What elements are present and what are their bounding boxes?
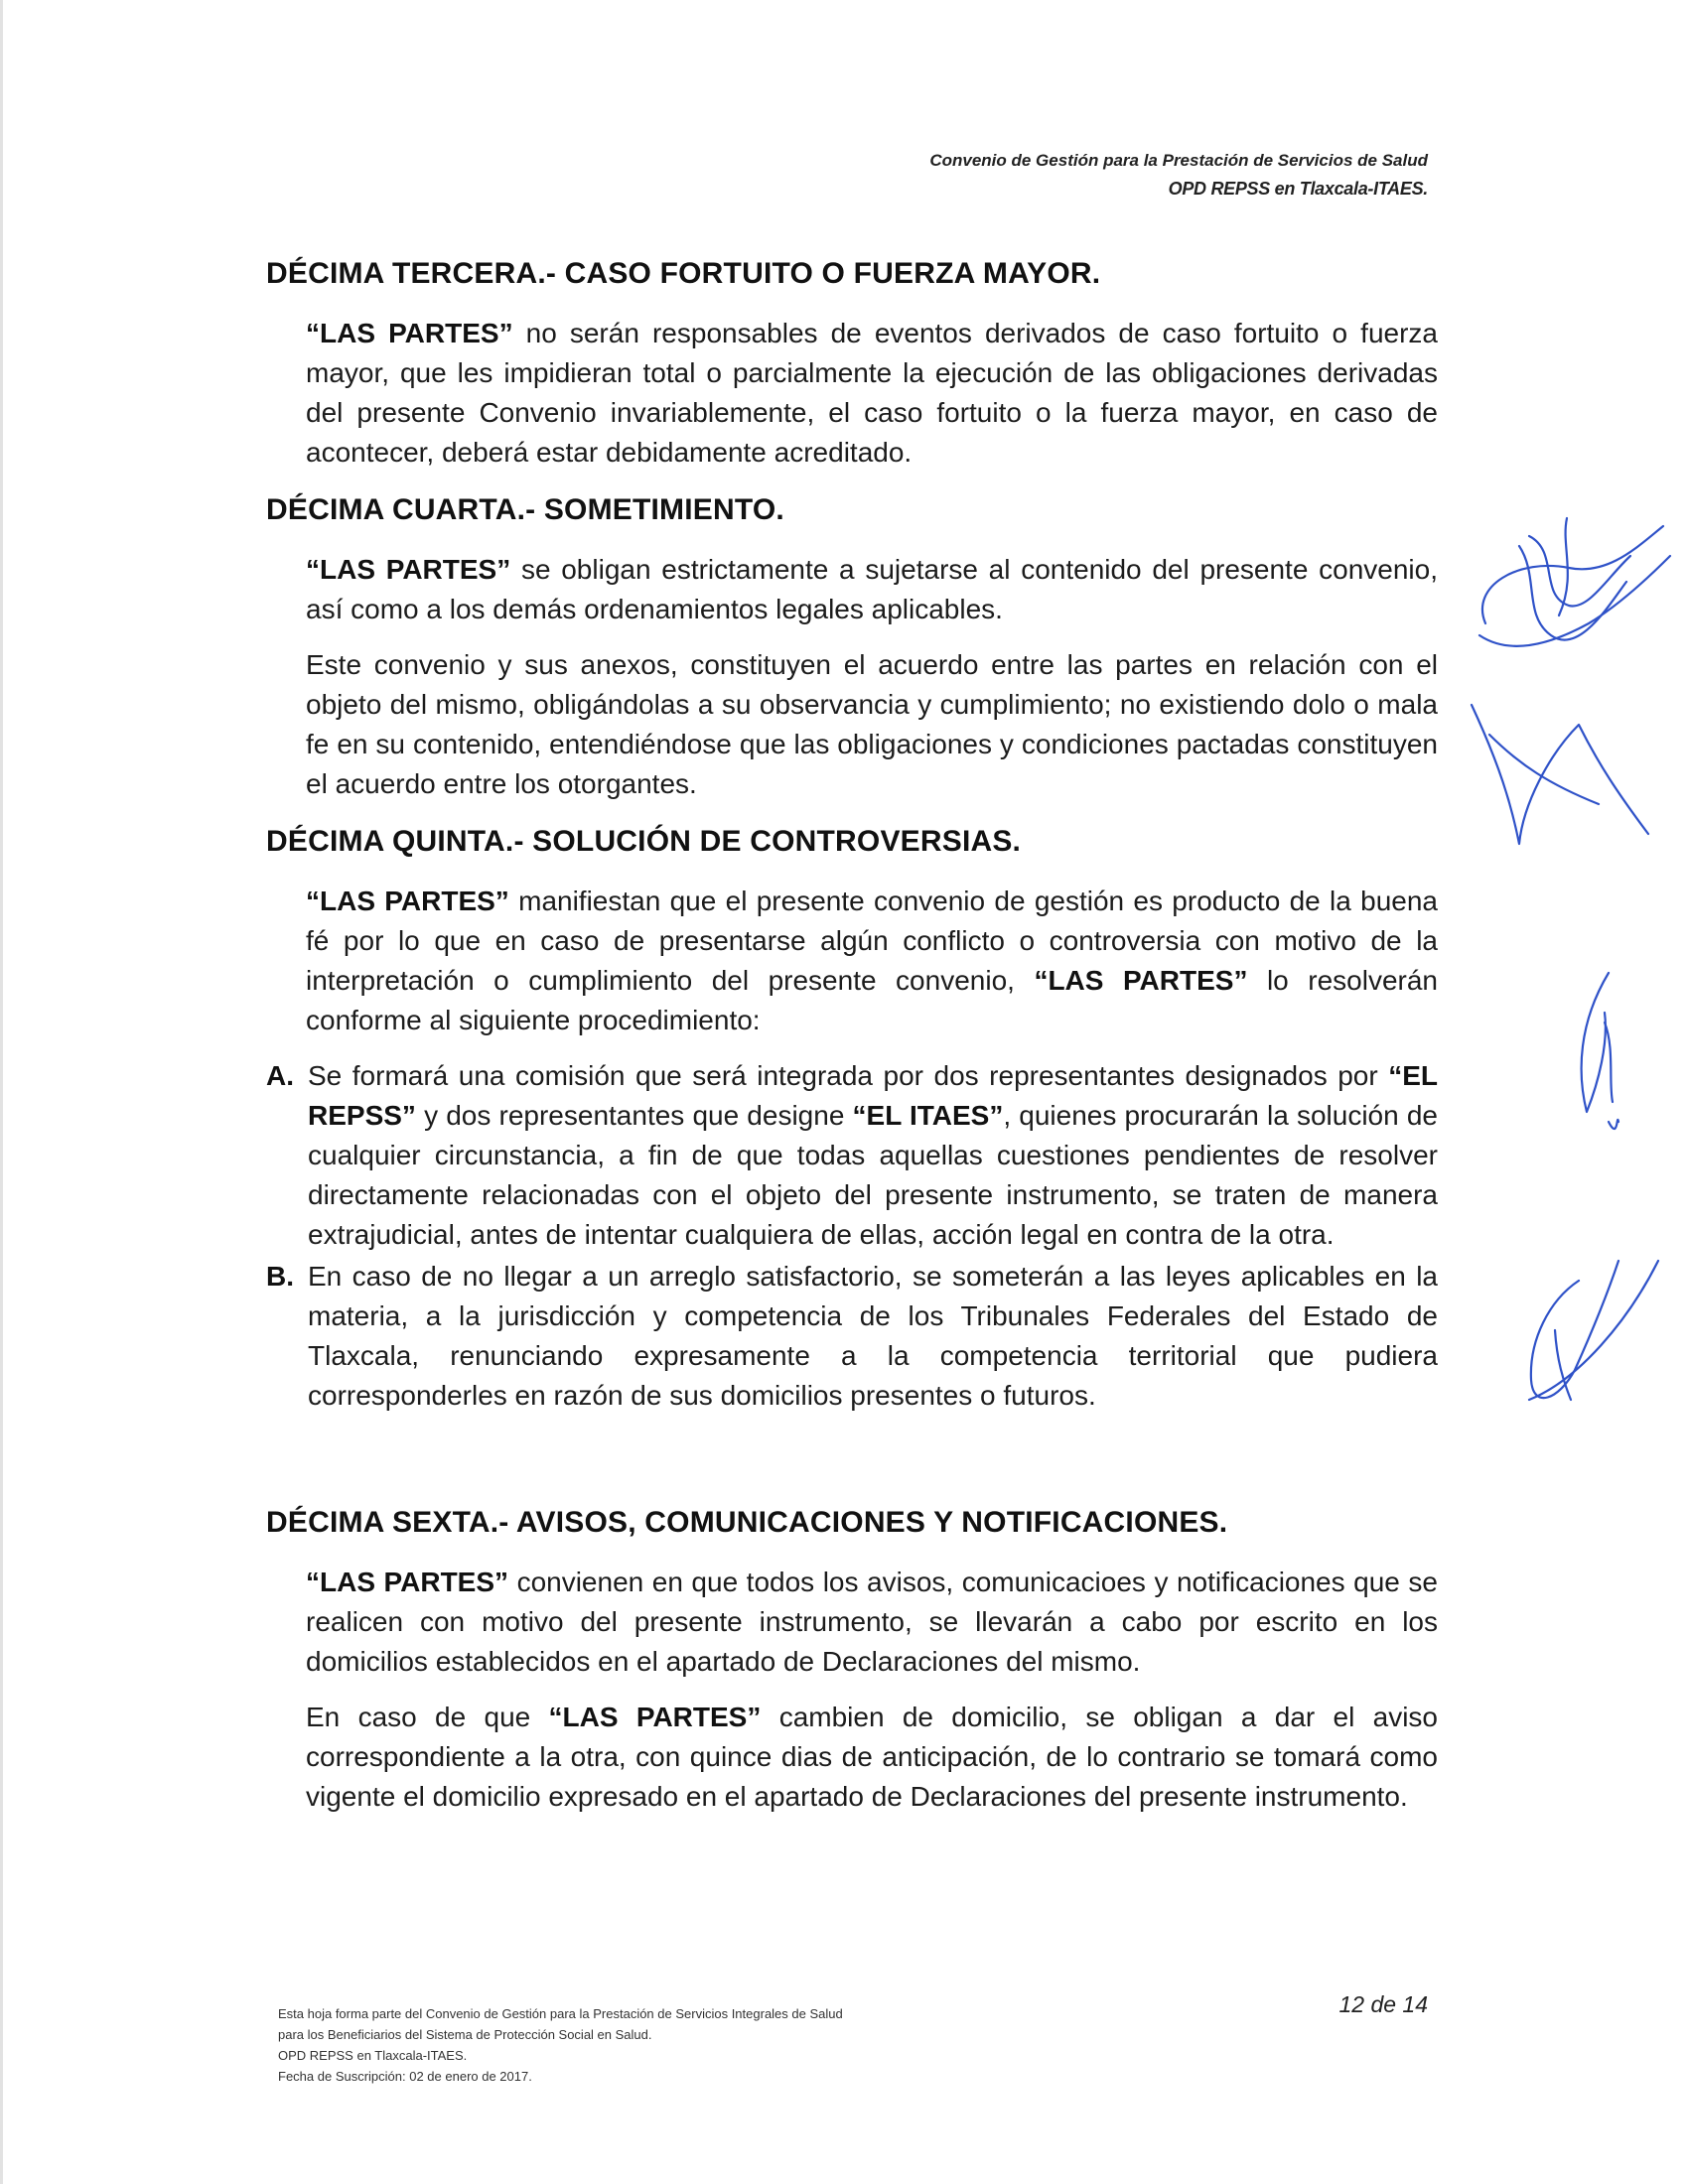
list-marker: B. xyxy=(266,1261,294,1292)
item-text: y dos representantes que designe xyxy=(415,1100,853,1131)
party-name: “LAS PARTES” xyxy=(306,886,509,916)
document-header xyxy=(929,151,1428,200)
party-name: “LAS PARTES” xyxy=(306,318,513,348)
paragraph-text: En caso de que xyxy=(306,1702,549,1732)
clause-16-title: DÉCIMA SEXTA.- AVISOS, COMUNICACIONES Y NOTIFICACIONES. xyxy=(266,1506,1228,1539)
party-name: “EL ITAES” xyxy=(852,1100,1004,1131)
party-name: “LAS PARTES” xyxy=(1034,965,1248,996)
party-name: “LAS PARTES” xyxy=(306,1567,509,1597)
clause-13 xyxy=(266,256,1438,473)
document-body xyxy=(266,256,1438,1837)
item-text: , quienes procurarán la solución de cualquier circunstancia, a fin de que todas aquellas cuestiones pendientes de resolver directamente relacionadas con el objeto del presente instrumento, se traten de manera extrajudicial, antes de intentar cualquiera de ellas, acción legal en contra de la otra. xyxy=(308,1100,1438,1250)
clause-13-title: DÉCIMA TERCERA.- CASO FORTUITO O FUERZA MAYOR. xyxy=(266,257,1101,290)
clause-16-paragraph-2 xyxy=(306,1698,1438,1817)
list-item-text: En caso de no llegar a un arreglo satisfactorio, se someterán a las leyes aplicables en la materia, a la jurisdicción y competencia de los Tribunales Federales del Estado de Tlaxcala, renunciando expresamente a la competencia territorial que pudiera corresponderles en razón de sus domicilios presentes o futuros. xyxy=(308,1261,1438,1411)
paragraph-text: convienen en que todos los avisos, comunicacioes y notificaciones que se realicen con motivo del presente instrumento, se llevarán a cabo por escrito en los domicilios establecidos en el apartado de Declaraciones del mismo. xyxy=(306,1567,1438,1677)
list-item-b xyxy=(266,1257,1438,1416)
procedure-list xyxy=(266,1056,1438,1416)
header-title: Convenio de Gestión para la Prestación de Servicios de Salud xyxy=(929,151,1428,170)
paragraph-text: se obligan estrictamente a sujetarse al contenido del presente convenio, así como a los demás ordenamientos legales aplicables. xyxy=(306,554,1438,624)
clause-15-title: DÉCIMA QUINTA.- SOLUCIÓN DE CONTROVERSIAS. xyxy=(266,825,1022,858)
clause-14-paragraph-2: Este convenio y sus anexos, constituyen el acuerdo entre las partes en relación con el objeto del mismo, obligándolas a su observancia y cumplimiento; no existiendo dolo o mala fe en su contenido, entendiéndose que las obligaciones y condiciones pactadas constituyen el acuerdo entre los otorgantes. xyxy=(306,649,1438,799)
item-text: Se formará una comisión que será integrada por dos representantes designados por xyxy=(308,1060,1389,1091)
paragraph-text: cambien de domicilio, se obligan a dar el aviso correspondiente a la otra, con quince dias de anticipación, de lo contrario se tomará como vigente el domicilio expresado en el apartado de Declaraciones del presente instrumento. xyxy=(306,1702,1439,1812)
party-name: “LAS PARTES” xyxy=(306,554,511,585)
header-subtitle: OPD REPSS en Tlaxcala-ITAES. xyxy=(1168,179,1428,199)
paragraph-text: lo resolverán conforme al siguiente procedimiento: xyxy=(306,965,1438,1035)
footer-line: Fecha de Suscripción: 02 de enero de 2017. xyxy=(278,2069,532,2084)
list-marker: A. xyxy=(266,1060,294,1091)
document-footer xyxy=(278,2003,843,2087)
party-name: “EL REPSS” xyxy=(308,1060,1438,1131)
spacer xyxy=(266,1435,1438,1505)
clause-13-paragraph xyxy=(306,314,1438,473)
page-edge xyxy=(0,0,3,2184)
paragraph-text: manifiestan que el presente convenio de gestión es producto de la buena fé por lo que en caso de presentarse algún conflicto o controversia con motivo de la interpretación o cumplimiento del presente convenio, xyxy=(306,886,1438,996)
clause-16-paragraph-1 xyxy=(306,1563,1438,1682)
clause-14-title: DÉCIMA CUARTA.- SOMETIMIENTO. xyxy=(266,493,784,526)
footer-line: OPD REPSS en Tlaxcala-ITAES. xyxy=(278,2048,468,2063)
footer-line: Esta hoja forma parte del Convenio de Gestión para la Prestación de Servicios Integrales de Salud xyxy=(278,2006,843,2021)
party-name: “LAS PARTES” xyxy=(548,1702,762,1732)
clause-15-paragraph xyxy=(306,882,1438,1040)
clause-15 xyxy=(266,824,1438,1416)
footer-line: para los Beneficiarios del Sistema de Protección Social en Salud. xyxy=(278,2027,652,2042)
clause-14 xyxy=(266,492,1438,804)
list-item-a xyxy=(266,1056,1438,1255)
margin-signatures xyxy=(1460,506,1688,1499)
signature-ink-icon xyxy=(1460,506,1688,1499)
paragraph-text: no serán responsables de eventos derivados de caso fortuito o fuerza mayor, que les impidieran total o parcialmente la ejecución de las obligaciones derivadas del presente Convenio invariablemente, el caso fortuito o la fuerza mayor, en caso de acontecer, deberá estar debidamente acreditado. xyxy=(306,318,1438,468)
list-item-text xyxy=(308,1056,1438,1255)
page-number: 12 de 14 xyxy=(1338,1991,1428,2017)
clause-16 xyxy=(266,1505,1438,1817)
clause-14-paragraph-1 xyxy=(306,550,1438,629)
